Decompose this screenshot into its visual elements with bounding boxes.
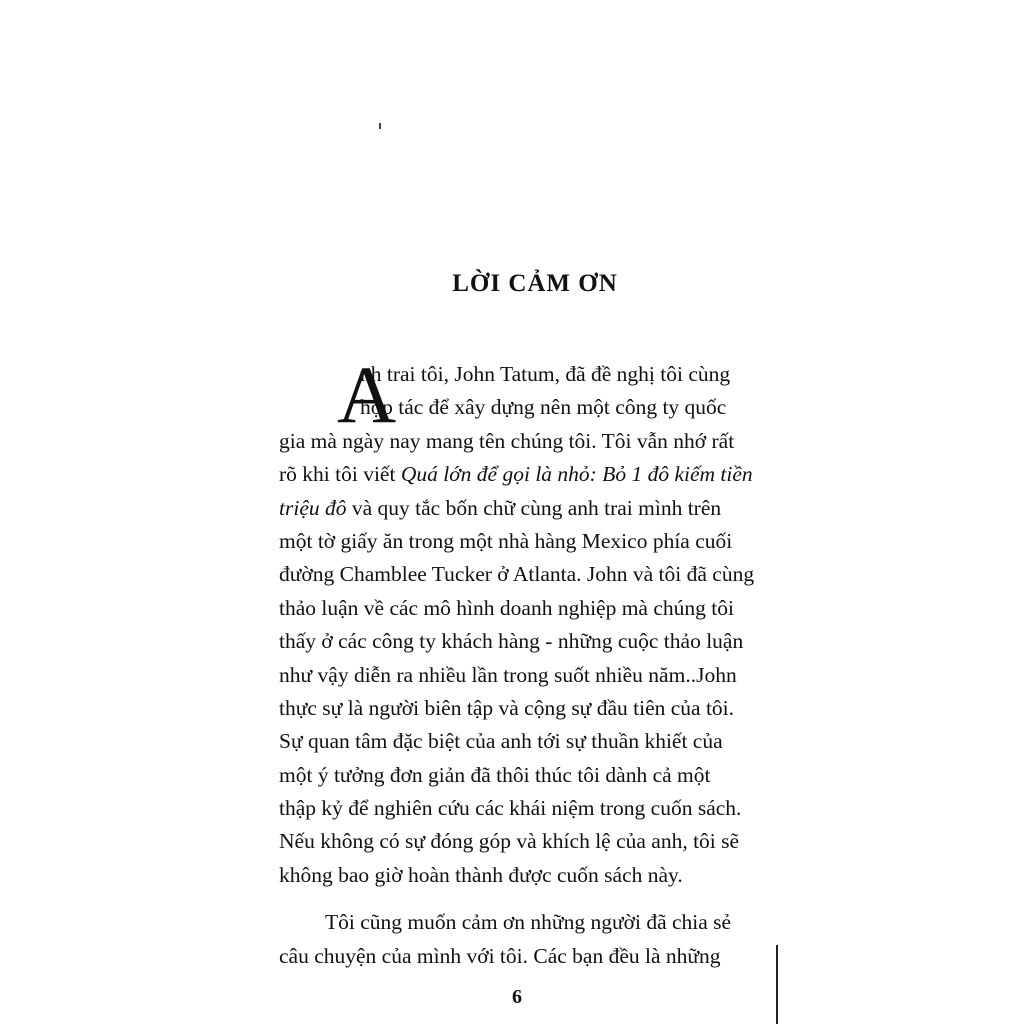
text-line (279, 492, 779, 525)
text-line: một ý tưởng đơn giản đã thôi thúc tôi dành cả một (279, 762, 711, 787)
print-speck (379, 123, 381, 129)
text-line (279, 458, 779, 491)
text-line: một tờ giấy ăn trong một nhà hàng Mexico phía cuối (279, 528, 733, 553)
text-line: câu chuyện của mình với tôi. Các bạn đều là những (279, 943, 721, 968)
text-line: thấy ở các công ty khách hàng - những cuộc thảo luận (279, 629, 744, 654)
page-title: LỜI CẢM ƠN (452, 270, 618, 297)
text-line: gia mà ngày nay mang tên chúng tôi. Tôi vẫn nhớ rất (279, 428, 735, 453)
text-line: nh trai tôi, John Tatum, đã đề nghị tôi cùng (360, 362, 731, 386)
page-number: 6 (512, 986, 522, 1008)
text-line: Sự quan tâm đặc biệt của anh tới sự thuần khiết của (279, 729, 723, 754)
text-line: thập kỷ để nghiên cứu các khái niệm trong cuốn sách. (279, 796, 742, 821)
text-line: Tôi cũng muốn cảm ơn những người đã chia sẻ (325, 910, 732, 935)
text-line: như vậy diễn ra nhiều lần trong suốt nhiều năm..John (279, 662, 737, 687)
book-title-italic: triệu đô (279, 495, 347, 520)
text-segment: rõ khi tôi viết (279, 462, 401, 487)
book-title-italic: Quá lớn để gọi là nhỏ: Bỏ 1 đô kiếm tiền (400, 462, 753, 487)
text-line: Nếu không có sự đóng góp và khích lệ của anh, tôi sẽ (279, 829, 740, 854)
text-line: đường Chamblee Tucker ở Atlanta. John và tôi đã cùng (279, 562, 755, 587)
paragraph-gap (279, 892, 779, 906)
text-line: hợp tác để xây dựng nên một công ty quốc (360, 395, 727, 420)
text-line: thực sự là người biên tập và cộng sự đầu tiên của tôi. (279, 695, 735, 720)
text-line: thảo luận về các mô hình doanh nghiệp mà chúng tôi (279, 595, 734, 620)
text-line: không bao giờ hoàn thành được cuốn sách này. (279, 862, 683, 887)
page-edge-shadow (776, 945, 778, 1024)
drop-cap: A (337, 349, 397, 440)
body-text (279, 349, 779, 973)
text-segment: và quy tắc bốn chữ cùng anh trai mình trên (351, 495, 722, 520)
